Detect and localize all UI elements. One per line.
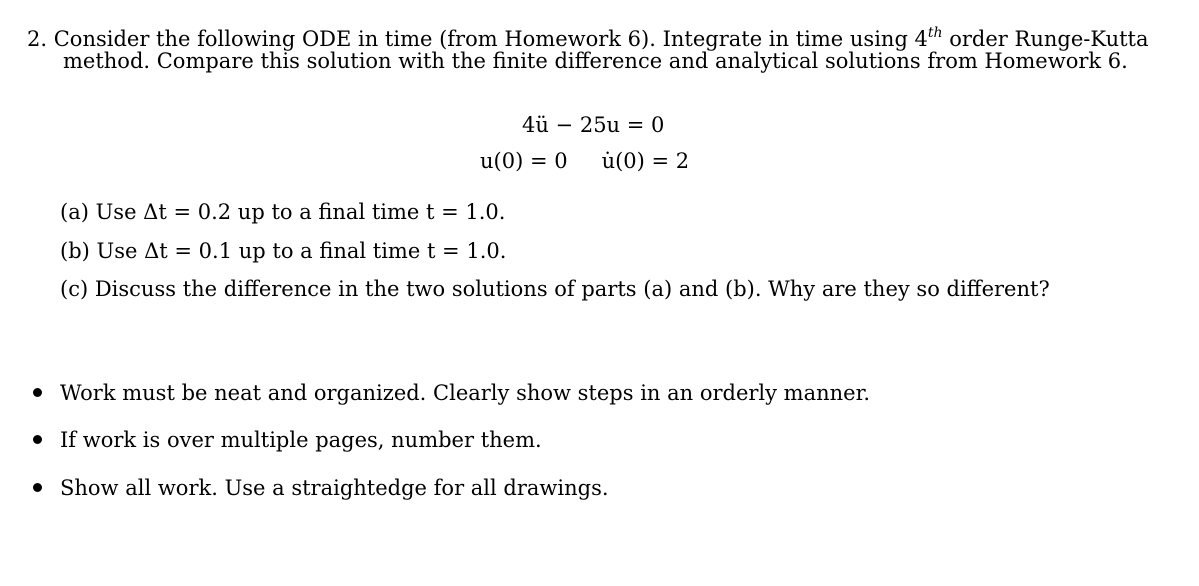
initial-velocity: u̇(0) = 2 (601, 149, 690, 173)
part-a (60, 198, 505, 226)
problem-text-part-2: order Runge-Kutta (942, 27, 1149, 51)
bullet-icon (33, 483, 42, 492)
part-a-text: Use Δt = 0.2 up to a final time t = 1.0. (95, 200, 506, 224)
initial-displacement: u(0) = 0 (480, 149, 568, 173)
part-a-label: (a) (60, 200, 89, 224)
bullet-icon (33, 388, 42, 397)
ordinal-superscript: th (927, 25, 943, 41)
problem-statement-line-2: method. Compare this solution with the finite difference and analytical solutions from Homework 6. (63, 49, 1128, 73)
bullet-icon (33, 435, 42, 444)
instruction-text: Show all work. Use a straightedge for all drawings. (60, 476, 609, 500)
instruction-item (33, 379, 870, 407)
instruction-text: Work must be neat and organized. Clearly show steps in an orderly manner. (60, 381, 870, 405)
instruction-item (33, 474, 609, 502)
instruction-text: If work is over multiple pages, number them. (60, 428, 542, 452)
part-c-label: (c) (60, 277, 89, 301)
part-b (60, 237, 506, 265)
ode-equation: 4ü − 25u = 0 (522, 113, 665, 137)
initial-conditions (480, 147, 689, 175)
part-c-text: Discuss the difference in the two solutions of parts (a) and (b). Why are they so different? (94, 277, 1050, 301)
instruction-item (33, 426, 542, 454)
part-b-label: (b) (60, 239, 90, 263)
part-c (60, 275, 1050, 303)
problem-number: 2. (27, 27, 48, 51)
part-b-text: Use Δt = 0.1 up to a final time t = 1.0. (96, 239, 507, 263)
problem-text-part-1: Consider the following ODE in time (from Homework 6). Integrate in time using 4 (53, 27, 928, 51)
